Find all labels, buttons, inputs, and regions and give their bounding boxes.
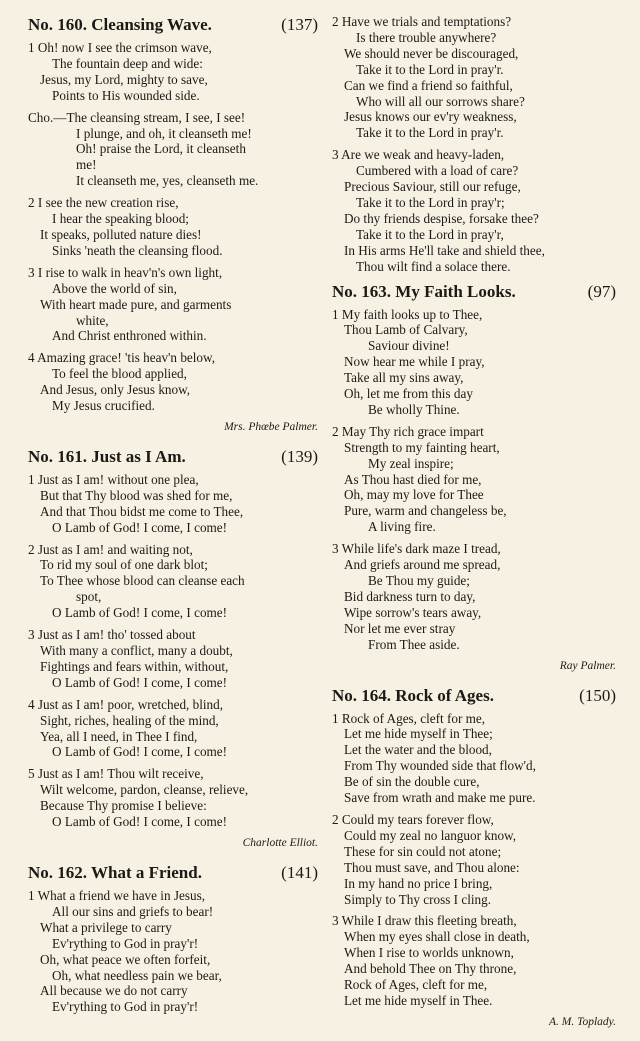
verse-line: To Thee whose blood can cleanse each [40,573,245,589]
hymn-heading [28,14,318,36]
verse-line: Wipe sorrow's tears away, [344,604,482,620]
hymn-author: A. M. Toplady. [549,1015,616,1028]
verse-line: 3 While I draw this fleeting breath, [332,913,517,929]
hymn-title: Rock of Ages. [395,685,494,705]
verse-line: And griefs around me spread, [344,557,501,573]
verse-line: And Christ enthroned within. [52,328,207,344]
stanza [28,888,318,1015]
verse-line: And Jesus, only Jesus know, [40,382,191,398]
verse-line: 2 Just as I am! and waiting not, [28,541,193,557]
hymn-tune-number: (137) [281,15,318,34]
verse-line: Can we find a friend so faithful, [344,77,513,93]
verse-line: Take it to the Lord in pray'r. [356,61,504,77]
verse-line: 1 Rock of Ages, cleft for me, [332,710,486,726]
verse-line: Yea, all I need, in Thee I find, [40,728,198,744]
hymn-160 [28,14,318,434]
verse-line: spot, [76,589,102,605]
verse-line: All because we do not carry [40,983,188,999]
verse-line: Ev'rything to God in pray'r! [52,935,199,951]
verse-line: Points to His wounded side. [52,87,200,103]
hymn-162-cont [332,14,616,275]
verse-line: With heart made pure, and garments [40,296,232,312]
verse-line: Rock of Ages, cleft for me, [344,977,488,993]
verse-line: O Lamb of God! I come, I come! [52,814,228,830]
verse-line: Sinks 'neath the cleansing flood. [52,242,223,258]
verse-line: From Thy wounded side that flow'd, [344,758,536,774]
verse-line: Take it to the Lord in pray'r; [356,194,505,210]
verse-line: When my eyes shall close in death, [344,929,530,945]
verse-line: Is there trouble anywhere? [356,29,497,45]
verse-line: Let the water and the blood, [344,742,492,758]
hymn-author: Ray Palmer. [559,659,616,672]
hymn-number: No. 161. [28,446,88,466]
verse-line: 3 Are we weak and heavy-laden, [332,147,505,163]
hymn-title-group [28,446,186,468]
hymn-title: What a Friend. [90,862,202,882]
verse-line: Let me hide myself in Thee. [344,992,493,1008]
verse-line: A living fire. [368,519,436,535]
verse-line: All our sins and griefs to bear! [52,903,214,919]
verse-line: To feel the blood applied, [52,366,187,382]
verse-line: Thou must save, and Thou alone: [344,859,520,875]
verse-line: And that Thou bidst me come to Thee, [40,503,244,519]
stanza [332,14,616,141]
hymn-tune-number: (97) [587,281,616,301]
verse-line: From Thee aside. [368,636,460,652]
verse-line: Take it to the Lord in pray'r, [356,226,504,242]
verse-line: Bid darkness turn to day, [344,588,476,604]
left-column [28,14,318,1021]
hymn-number: No. 162. [28,862,88,882]
hymn-title-group [332,281,516,303]
hymn-tune-number: (150) [579,685,616,705]
hymn-heading [332,685,616,707]
verse-line: Do thy friends despise, forsake thee? [344,210,539,226]
verse-line: Above the world of sin, [52,280,177,296]
verse-line: 2 Could my tears forever flow, [332,811,494,827]
verse-line: My zeal inspire; [368,455,454,471]
verse-line: Oh, may my love for Thee [344,487,484,503]
hymn-author: Mrs. Phœbe Palmer. [224,420,318,433]
verse-line: 5 Just as I am! Thou wilt receive, [28,766,204,782]
verse-line: What a privilege to carry [40,919,172,935]
stanza [28,472,318,536]
verse-line: Saviour divine! [368,338,450,354]
hymn-number: No. 163. [332,281,392,301]
verse-line: It speaks, polluted nature dies! [40,226,202,242]
verse-line: Precious Saviour, still our refuge, [344,179,521,195]
verse-line: Jesus knows our ev'ry weakness, [344,109,517,125]
verse-line: Let me hide myself in Thee; [344,726,493,742]
hymn-title: Just as I Am. [91,446,186,466]
verse-line: Wilt welcome, pardon, cleanse, relieve, [40,782,249,798]
verse-line: And behold Thee on Thy throne, [344,961,517,977]
stanza [28,110,318,190]
verse-line: Strength to my fainting heart, [344,439,500,455]
verse-line: O Lamb of God! I come, I come! [52,744,228,760]
stanza [332,424,616,535]
verse-line: Oh! praise the Lord, it cleanseth [76,141,246,157]
verse-line: Fightings and fears within, without, [40,658,229,674]
verse-line: It cleanseth me, yes, cleanseth me. [76,173,259,189]
verse-line: In my hand no price I bring, [344,875,493,891]
verse-line: Simply to Thy cross I cling. [344,891,492,907]
verse-line: When I rise to worlds unknown, [344,945,514,961]
hymn-title-group [332,685,494,707]
verse-line: 1 My faith looks up to Thee, [332,306,483,322]
verse-line: Thou wilt find a solace there. [356,258,511,274]
verse-line: Be of sin the double cure, [344,774,480,790]
verse-line: 4 Amazing grace! 'tis heav'n below, [28,350,215,366]
verse-line: Cho.—The cleansing stream, I see, I see! [28,109,246,125]
hymn-number: No. 160. [28,15,88,34]
verse-line: O Lamb of God! I come, I come! [52,674,228,690]
verse-line: 2 Have we trials and temptations? [332,14,512,29]
stanza [28,542,318,622]
verse-line: 1 What a friend we have in Jesus, [28,887,206,903]
hymn-tune-number: (139) [281,446,318,466]
stanza [28,697,318,761]
verse-line: Who will all our sorrows share? [356,93,525,109]
hymn-heading [28,862,318,884]
hymn-title: My Faith Looks. [395,281,516,301]
verse-line: 2 May Thy rich grace impart [332,423,484,439]
verse-line: 3 I rise to walk in heav'n's own light, [28,264,223,280]
verse-line: white, [76,312,109,328]
verse-line: My Jesus crucified. [52,398,155,414]
stanza [28,350,318,414]
verse-line: We should never be discouraged, [344,45,519,61]
verse-line: Save from wrath and make me pure. [344,790,536,806]
hymn-164 [332,685,616,1029]
hymn-title-group [28,14,212,36]
hymn-title: Cleansing Wave. [91,15,212,34]
verse-line: I plunge, and oh, it cleanseth me! [76,125,252,141]
hymn-162 [28,862,318,1015]
stanza [332,541,616,652]
verse-line: Ev'rything to God in pray'r! [52,999,199,1015]
verse-line: Could my zeal no languor know, [344,827,517,843]
stanza [28,195,318,259]
verse-line: Cumbered with a load of care? [356,163,519,179]
verse-line: To rid my soul of one dark blot; [40,557,208,573]
hymn-heading [28,446,318,468]
verse-line: These for sin could not atone; [344,843,502,859]
verse-line: 1 Just as I am! without one plea, [28,471,199,487]
verse-line: 3 Just as I am! tho' tossed about [28,627,196,643]
verse-line: The fountain deep and wide: [52,55,203,71]
verse-line: Be Thou my guide; [368,573,470,588]
verse-line: Pure, warm and changeless be, [344,503,507,519]
verse-line: As Thou hast died for me, [344,471,482,487]
stanza [28,40,318,104]
verse-line: Oh, what peace we often forfeit, [40,951,211,967]
stanza [332,147,616,274]
hymn-title-group [28,862,202,884]
stanza [332,812,616,907]
verse-line: Now hear me while I pray, [344,354,485,370]
stanza [332,913,616,1008]
verse-line: Be wholly Thine. [368,401,460,417]
verse-line: I hear the speaking blood; [52,211,189,227]
stanza [28,627,318,691]
verse-line: With many a conflict, many a doubt, [40,643,233,658]
verse-line: Oh, what needless pain we bear, [52,967,222,983]
verse-line: 3 While life's dark maze I tread, [332,541,501,557]
hymn-163 [332,281,616,673]
verse-line: 4 Just as I am! poor, wretched, blind, [28,696,224,712]
hymn-heading [332,281,616,303]
verse-line: But that Thy blood was shed for me, [40,487,233,503]
verse-line: O Lamb of God! I come, I come! [52,519,228,535]
verse-line: 2 I see the new creation rise, [28,195,179,211]
verse-line: Oh, let me from this day [344,386,473,402]
stanza [332,307,616,418]
verse-line: Nor let me ever stray [344,620,456,636]
stanza [28,766,318,830]
verse-line: Thou Lamb of Calvary, [344,322,468,338]
verse-line: Take it to the Lord in pray'r. [356,125,504,141]
stanza [332,711,616,806]
verse-line: me! [76,157,97,173]
hymn-author: Charlotte Elliot. [242,836,318,849]
verse-line: Take all my sins away, [344,370,464,386]
stanza [28,265,318,345]
verse-line: Sight, riches, healing of the mind, [40,712,219,728]
hymn-tune-number: (141) [281,862,318,882]
verse-line: 1 Oh! now I see the crimson wave, [28,40,212,55]
right-column [332,14,616,1041]
verse-line: Jesus, my Lord, mighty to save, [40,71,208,87]
verse-line: In His arms He'll take and shield thee, [344,242,545,258]
verse-line: O Lamb of God! I come, I come! [52,605,228,621]
hymn-161 [28,446,318,850]
verse-line: Because Thy promise I believe: [40,798,207,814]
hymn-number: No. 164. [332,685,392,705]
